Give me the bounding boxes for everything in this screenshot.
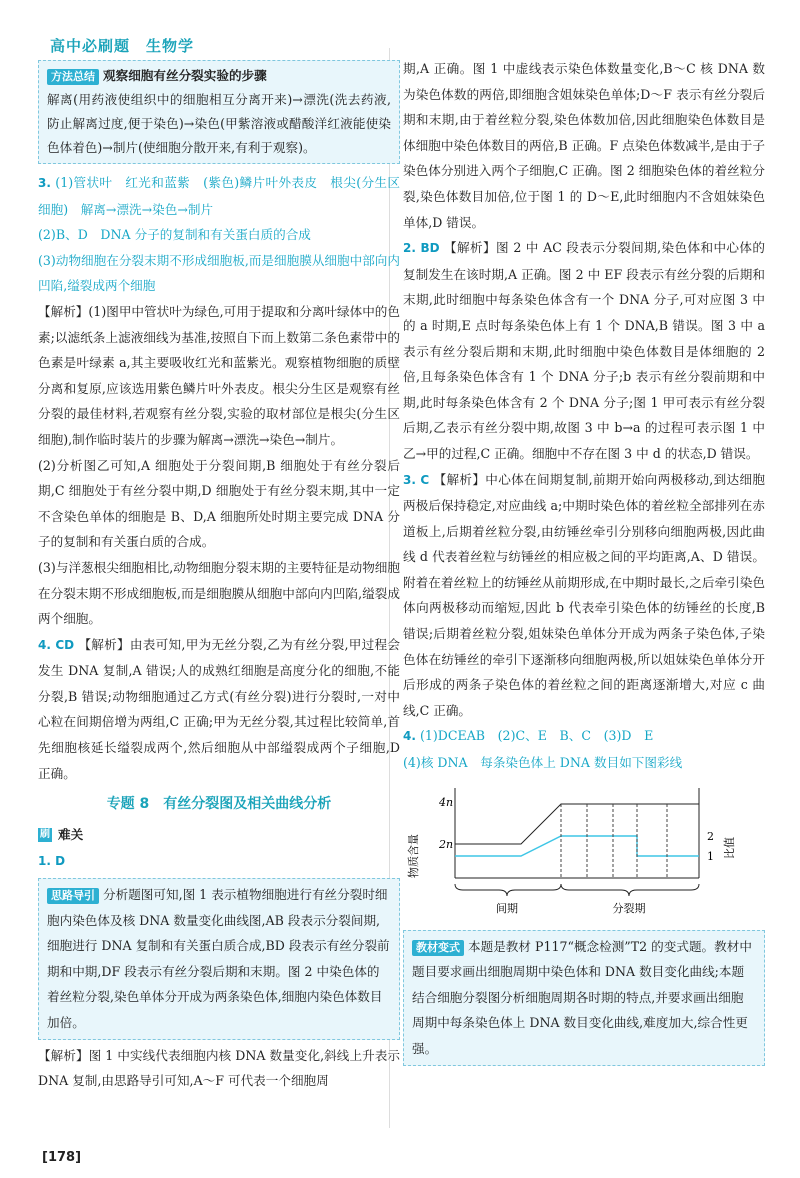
q4-answer-1 [403, 723, 765, 750]
interphase-brace [455, 884, 561, 896]
q4-block [38, 632, 400, 787]
dna-curve [455, 804, 699, 844]
variant-text: 本题是教材 P117“概念检测”T2 的变式题。教材中题目要求画出细胞周期中染色体和 DNA 数目变化曲线;本题结合细胞分裂图分析细胞周期各时期的特点,并要求画出细胞周期中每条染色体上 DNA 数目变化曲线,难度加大,综合性更强。 [412, 938, 752, 1056]
diagram-y-4n: 4n [439, 795, 454, 809]
special-title: 专题 8 有丝分裂图及相关曲线分析 [106, 796, 332, 813]
ratio-curve [455, 836, 699, 856]
guide-tag: 思路导引 [47, 888, 99, 904]
q4-number: 4. CD [38, 637, 75, 652]
q3-answer-1-text: (1)管状叶 红光和蓝紫 (紫色)鳞片叶外表皮 根尖(分生区细胞) 解离→漂洗→染色→制片 [38, 175, 400, 217]
q3-number-right: 3. C [403, 472, 430, 487]
page-number-value: 178 [47, 1150, 76, 1165]
right-column [403, 56, 765, 1066]
q3-answer-1 [38, 170, 400, 222]
diagram-rlabel: 比值 [723, 836, 736, 859]
q3-number: 3. [38, 176, 51, 190]
difficulty-bar [38, 822, 400, 848]
diagram-x-mitosis: 分裂期 [612, 901, 646, 915]
summary-text: 解离(用药液使组织中的细胞相互分离开来)→漂洗(洗去药液,防止解离过度,便于染色)→染色(甲紫溶液或醋酸洋红液能使染色体着色)→制片(使细胞分散开来,有利于观察)。 [47, 92, 391, 155]
q3-explanation-2: (2)分析图乙可知,A 细胞处于分裂间期,B 细胞处于有丝分裂后期,C 细胞处于有丝分裂中期,D 细胞处于有丝分裂末期,其中一定不含染色单体的细胞是 B、D,A 细胞所处时期主要完成 DNA 分子的复制和有关蛋白质的合成。 [38, 457, 400, 550]
q2-block [403, 235, 765, 466]
q1-number: 1. D [38, 854, 66, 869]
diagram-x-interphase: 间期 [496, 901, 518, 915]
q4-answer-1-text: (1)DCEAB (2)C、E B、C (3)D E [419, 728, 654, 744]
method-summary-box [38, 60, 400, 164]
page-number: [178] [42, 1150, 82, 1165]
diagram-r-2: 2 [707, 829, 714, 843]
diagram-r-1: 1 [707, 849, 714, 863]
difficulty-tag: 刷 [40, 828, 50, 840]
summary-title: 观察细胞有丝分裂实验的步骤 [103, 68, 267, 83]
dna-content-diagram [403, 776, 765, 926]
q4-text: 【解析】由表可知,甲为无丝分裂,乙为有丝分裂,甲过程会发生 DNA 复制,A 错误;人的成熟红细胞是高度分化的细胞,不能分裂,B 错误;动物细胞通过乙方式(有丝分裂)进行分裂时,一对中心粒在间期倍增为两组,C 正确;甲为无丝分裂,其过程比较简单,首先细胞核延长缢裂成两个,然后细胞从中部缢裂成两个子细胞,D 正确。 [38, 636, 400, 781]
variant-tag: 教材变式 [412, 940, 464, 956]
difficulty-label: 难关 [58, 826, 84, 842]
q3-explanation-3: (3)与洋葱根尖细胞相比,动物细胞分裂末期的主要特征是动物细胞在分裂末期不形成细胞板,而是细胞膜从细胞中部向内凹陷,缢裂成两个细胞。 [38, 559, 400, 627]
diagram-y-2n: 2n [439, 837, 454, 851]
q1-continuation: 期,A 正确。图 1 中虚线表示染色体数量变化,B～C 核 DNA 数为染色体数的两倍,即细胞含姐妹染色单体;D～F 表示有丝分裂后期和末期,由于着丝粒分裂,染色体数加倍,因此细胞染色体数目是体细胞中染色体数目的两倍,B 正确。F 点染色体数减半,是由于子染色体分别进入两个子细胞,C 正确。图 2 细胞染色体的着丝粒分裂,染色体数目加倍,位于图 1 的 D～E,此时细胞内不含姐妹染色单体,D 错误。 [403, 61, 765, 230]
q2-number: 2. BD [403, 241, 440, 256]
q3-text: 【解析】中心体在间期复制,前期开始向两极移动,到达细胞两极后保持稳定,对应曲线 a;中期时染色体的着丝粒全部排列在赤道板上,后期着丝粒分裂,由纺锤丝牵引分别移向细胞两极,因此曲线 d 代表着丝粒与纺锤丝的相应极之间的平均距离,A、D 错误。附着在着丝粒上的纺锤丝从前期形成,在中期时最长,之后牵引染色体向两极移动而缩短,因此 b 代表牵引染色体的纺锤丝的长度,B 错误;后期着丝粒分裂,姐妹染色单体分开成为两条子染色体,子染色体在纺锤丝的牵引下逐渐移向细胞两极,所以姐妹染色单体分开后形成的两条子染色体的着丝粒之间的距离逐渐增大,对应 c 曲线,C 正确。 [403, 471, 765, 718]
q2-text: 【解析】图 2 中 AC 段表示分裂间期,染色体和中心体的复制发生在该时期,A 正确。图 2 中 EF 段表示有丝分裂的后期和末期,此时细胞中每条染色体含有一个 DNA 分子,可对应图 3 中的 a 时期,E 点时每条染色体上有 1 个 DNA,B 错误。图 3 中 a 表示有丝分裂后期和末期,此时细胞中染色体数目是体细胞的 2 倍,且每条染色体含有 1 个 DNA 分子;b 表示有丝分裂前期和中期,此时每条染色体含有 2 个 DNA 分子;图 1 甲可表示有丝分裂后期,乙表示有丝分裂中期,故图 3 中 b→a 的过程可表示图 1 中乙→甲的过程,C 正确。细胞中不存在图 3 中 d 的状态,D 错误。 [403, 240, 765, 461]
summary-tag: 方法总结 [47, 69, 99, 85]
page-header: 高中必刷题 生物学 [50, 37, 195, 55]
left-column [38, 60, 400, 1094]
q1-explanation: 【解析】图 1 中实线代表细胞内核 DNA 数量变化,斜线上升表示 DNA 复制,由思路导引可知,A～F 可代表一个细胞周 [38, 1047, 400, 1089]
mitosis-brace [561, 884, 699, 896]
q3-answer-3: (3)动物细胞在分裂末期不形成细胞板,而是细胞膜从细胞中部向内凹陷,缢裂成两个细胞 [38, 252, 400, 294]
variant-box [403, 930, 765, 1066]
q3-block [403, 467, 765, 724]
q3-answer-2: (2)B、D DNA 分子的复制和有关蛋白质的合成 [38, 227, 311, 243]
q3-explanation-1: 【解析】(1)图甲中管状叶为绿色,可用于提取和分离叶绿体中的色素;以滤纸条上滤液细线为基准,按照自下而上数第二条色素带中的色素是叶绿素 a,其主要吸收红光和蓝紫光。观察植物细胞的质壁分离和复原,应该选用紫色鳞片叶外表皮。根尖分生区是观察有丝分裂的最佳材料,若观察有丝分裂,实验的取材部位是根尖(分生区细胞),制作临时装片的步骤为解离→漂洗→染色→制片。 [38, 303, 400, 447]
q4-number-right: 4. [403, 729, 416, 744]
diagram-ylabel: 物质含量 [407, 833, 420, 878]
q4-answer-2: (4)核 DNA 每条染色体上 DNA 数目如下图彩线 [403, 755, 683, 771]
guide-text: 分析题图可知,图 1 表示植物细胞进行有丝分裂时细胞内染色体及核 DNA 数量变化曲线图,AB 段表示分裂间期,细胞进行 DNA 复制和有关蛋白质合成,BD 段表示有丝分裂前期和中期,DF 段表示有丝分裂后期和末期。图 2 中染色体的着丝粒分裂,染色单体分开成为两条染色体,细胞内染色体数目加倍。 [47, 887, 390, 1030]
guide-box [38, 878, 400, 1040]
